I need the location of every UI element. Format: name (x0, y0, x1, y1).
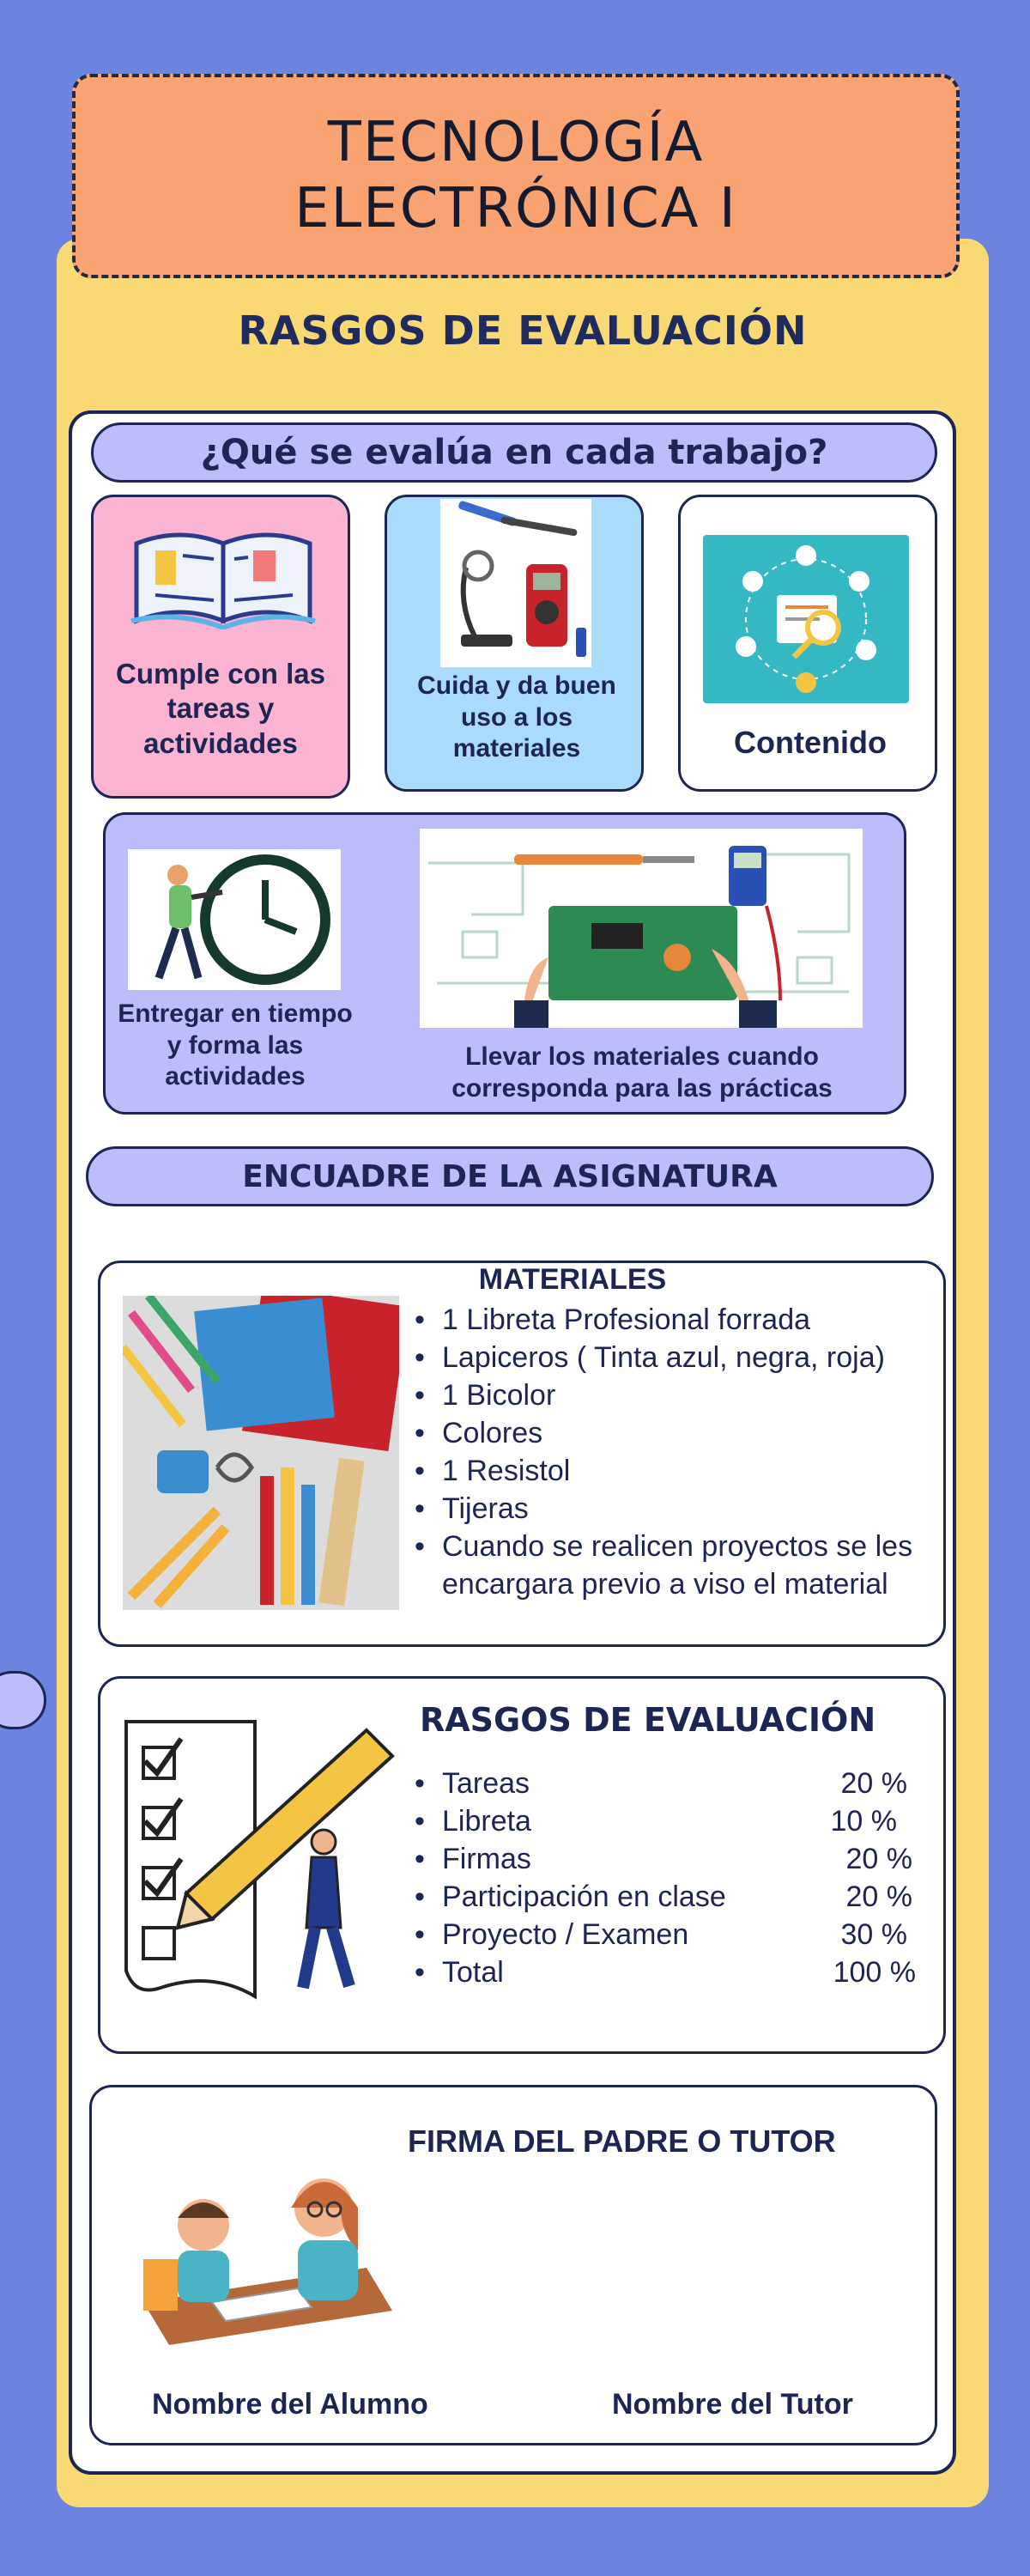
title-line-2: ELECTRÓNICA I (294, 177, 737, 240)
side-tab (0, 1671, 46, 1729)
materiales-list (409, 1301, 933, 1603)
title-box (72, 74, 960, 278)
rasgos-item-label: Participación en clase (442, 1880, 726, 1913)
firma-card (89, 2085, 937, 2445)
firma-title: FIRMA DEL PADRE O TUTOR (408, 2123, 836, 2159)
multimeter-tools-image (440, 499, 591, 667)
card-bring-materials-label: Llevar los materiales cuando corresponda para las prácticas (451, 1042, 833, 1103)
materiales-item: • Lapiceros ( Tinta azul, negra, roja) (409, 1339, 933, 1376)
materiales-title: MATERIALES (478, 1263, 667, 1296)
rasgos-item-value: 20 % (840, 1767, 907, 1800)
card-tasks-label: Cumple con las tareas y actividades (116, 658, 325, 759)
rasgos-item (409, 1840, 912, 1878)
content-network-image (703, 535, 909, 703)
rasgos-item-label: Firmas (442, 1843, 531, 1875)
materiales-item: • Tijeras (409, 1490, 933, 1528)
student-tutor-image (109, 2139, 401, 2362)
rasgos-item-value: 20 % (845, 1843, 912, 1875)
materiales-item: • Cuando se realicen proyectos se les encargara previo a viso el material (409, 1528, 933, 1603)
rasgos-title: RASGOS DE EVALUACIÓN (420, 1701, 876, 1739)
materiales-item: • 1 Libreta Profesional forrada (409, 1301, 933, 1339)
card-content (678, 495, 937, 792)
clock-person-image (128, 849, 341, 990)
rasgos-item (409, 1802, 907, 1840)
rasgos-list (409, 1765, 916, 1991)
circuit-board-image (420, 829, 863, 1028)
rasgos-item-label: Libreta (442, 1805, 531, 1838)
rasgos-item-value: 20 % (845, 1880, 912, 1913)
materiales-item: • 1 Bicolor (409, 1376, 933, 1414)
materiales-card (98, 1261, 946, 1647)
card-content-label: Contenido (734, 725, 887, 760)
card-tasks (91, 495, 350, 799)
school-supplies-image (123, 1296, 399, 1610)
student-name-label: Nombre del Alumno (152, 2388, 428, 2421)
card-on-time-label: Entregar en tiempo y forma las actividades (118, 999, 353, 1091)
card-delivery (103, 812, 906, 1115)
section-heading: RASGOS DE EVALUACIÓN (238, 307, 808, 354)
materiales-item: • 1 Resistol (409, 1452, 933, 1490)
rasgos-item-value: 10 % (830, 1805, 897, 1838)
encuadre-pill: ENCUADRE DE LA ASIGNATURA (86, 1146, 934, 1206)
rasgos-item (409, 1765, 907, 1802)
rasgos-item-label: Proyecto / Examen (442, 1918, 689, 1951)
checklist-pencil-image (109, 1713, 401, 2005)
title-line-1: TECNOLOGÍA (327, 111, 705, 175)
materiales-item: • Colores (409, 1414, 933, 1452)
rasgos-item-value: 100 % (833, 1956, 916, 1989)
rasgos-item-label: Tareas (442, 1767, 530, 1800)
rasgos-item (409, 1953, 916, 1991)
rasgos-item-value: 30 % (840, 1918, 907, 1951)
card-materials-care-label: Cuida y da buen uso a los materiales (417, 671, 616, 763)
open-book-icon (128, 518, 318, 629)
card-materials-care (385, 495, 644, 792)
tutor-name-label: Nombre del Tutor (612, 2388, 853, 2421)
rasgos-item (409, 1916, 907, 1953)
rasgos-item-label: Total (442, 1956, 504, 1989)
question-pill: ¿Qué se evalúa en cada trabajo? (91, 422, 937, 483)
rasgos-card (98, 1676, 946, 2054)
rasgos-item (409, 1878, 912, 1916)
